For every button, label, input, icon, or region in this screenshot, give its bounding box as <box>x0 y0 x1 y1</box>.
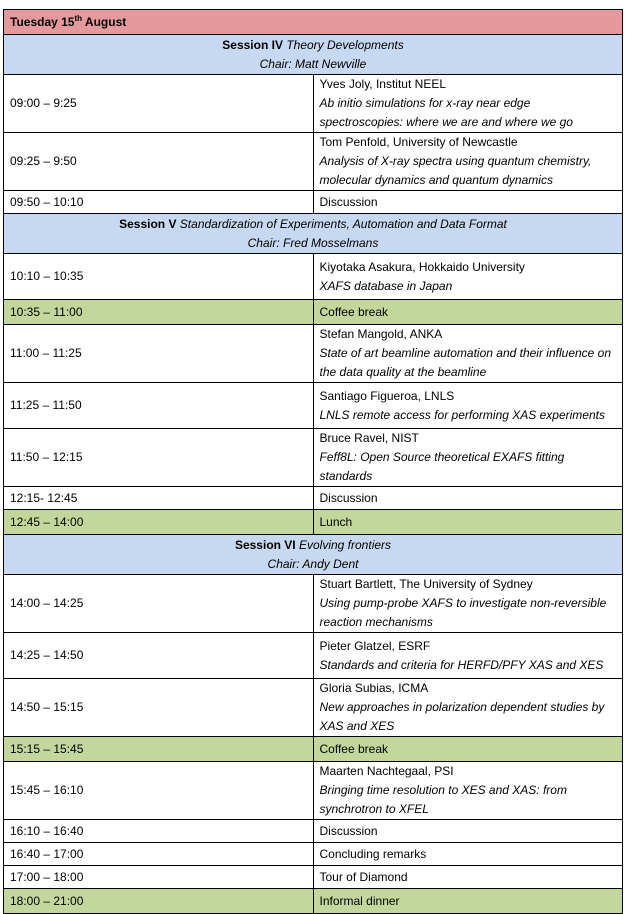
talk-cell <box>313 325 623 383</box>
talk-title: Using pump-probe XAFS to investigate non-reversible reaction mechanisms <box>319 596 607 629</box>
time-slot: 14:50 – 15:15 <box>4 679 314 737</box>
session-header-row <box>4 535 623 575</box>
talk-cell <box>313 254 623 300</box>
session-topic: Standardization of Experiments, Automation and Data Format <box>176 216 507 231</box>
talk-cell <box>313 75 623 133</box>
agenda-item: Informal dinner <box>313 889 623 914</box>
day-header-row <box>4 10 623 35</box>
talk-title: State of art beamline automation and their influence on the data quality at the beamline <box>319 346 612 379</box>
agenda-item: Lunch <box>313 510 623 535</box>
agenda-row <box>4 843 623 866</box>
agenda-row <box>4 820 623 843</box>
agenda-row <box>4 866 623 889</box>
speaker: Maarten Nachtegaal, PSI <box>319 764 454 778</box>
talk-row <box>4 325 623 383</box>
time-slot: 11:25 – 11:50 <box>4 383 314 429</box>
speaker: Stuart Bartlett, The University of Sydney <box>319 577 533 591</box>
time-slot: 09:50 – 10:10 <box>4 191 314 214</box>
time-slot: 09:25 – 9:50 <box>4 133 314 191</box>
talk-title: Standards and criteria for HERFD/PFY XAS and XES <box>319 657 604 672</box>
time-slot: 14:25 – 14:50 <box>4 633 314 679</box>
time-slot: 09:00 – 9:25 <box>4 75 314 133</box>
time-slot: 14:00 – 14:25 <box>4 575 314 633</box>
talk-title: XAFS database in Japan <box>319 278 453 293</box>
break-row <box>4 510 623 535</box>
agenda-item: Tour of Diamond <box>313 866 623 889</box>
agenda-item: Discussion <box>313 191 623 214</box>
session-name: Session V <box>119 216 177 231</box>
talk-title: Bringing time resolution to XES and XAS: from synchrotron to XFEL <box>319 783 567 816</box>
day-prefix: Tuesday 15 <box>10 14 75 29</box>
time-slot: 15:15 – 15:45 <box>4 737 314 762</box>
talk-row <box>4 429 623 487</box>
break-row <box>4 889 623 914</box>
talk-row <box>4 575 623 633</box>
time-slot: 12:45 – 14:00 <box>4 510 314 535</box>
session-name: Session IV <box>222 37 283 52</box>
session-chair: Chair: Andy Dent <box>267 556 359 571</box>
session-chair: Chair: Matt Newville <box>259 56 367 71</box>
time-slot: 11:00 – 11:25 <box>4 325 314 383</box>
agenda-item: Coffee break <box>313 737 623 762</box>
session-header <box>4 535 623 575</box>
talk-row <box>4 75 623 133</box>
talk-row <box>4 679 623 737</box>
day-suffix-sup: th <box>74 13 83 23</box>
talk-row <box>4 254 623 300</box>
talk-row <box>4 383 623 429</box>
agenda-item: Coffee break <box>313 300 623 325</box>
talk-row <box>4 633 623 679</box>
talk-cell <box>313 633 623 679</box>
speaker: Santiago Figueroa, LNLS <box>319 388 455 403</box>
time-slot: 16:10 – 16:40 <box>4 820 314 843</box>
session-chair: Chair: Fred Mosselmans <box>247 235 379 250</box>
session-topic: Evolving frontiers <box>295 537 392 552</box>
break-row <box>4 737 623 762</box>
speaker: Pieter Glatzel, ESRF <box>319 638 431 653</box>
break-row <box>4 300 623 325</box>
session-title <box>10 36 616 55</box>
time-slot: 18:00 – 21:00 <box>4 889 314 914</box>
talk-title: Feff8L: Open Source theoretical EXAFS fitting standards <box>319 450 565 483</box>
agenda-row <box>4 191 623 214</box>
day-header <box>4 10 623 35</box>
talk-cell <box>313 133 623 191</box>
talk-cell <box>313 429 623 487</box>
agenda-item: Discussion <box>313 820 623 843</box>
talk-title: New approaches in polarization dependent studies by XAS and XES <box>319 700 605 733</box>
session-header <box>4 35 623 75</box>
time-slot: 12:15- 12:45 <box>4 487 314 510</box>
schedule-table <box>3 9 623 914</box>
time-slot: 10:10 – 10:35 <box>4 254 314 300</box>
day-month: August <box>82 14 127 29</box>
talk-row <box>4 133 623 191</box>
speaker: Yves Joly, Institut NEEL <box>319 77 446 91</box>
speaker: Stefan Mangold, ANKA <box>319 327 443 341</box>
speaker: Gloria Subias, ICMA <box>319 681 429 695</box>
talk-title: Analysis of X-ray spectra using quantum chemistry, molecular dynamics and quantum dynamics <box>319 154 592 187</box>
talk-cell <box>313 383 623 429</box>
agenda-item: Concluding remarks <box>313 843 623 866</box>
session-title <box>10 215 616 234</box>
session-topic: Theory Developments <box>282 37 404 52</box>
time-slot: 11:50 – 12:15 <box>4 429 314 487</box>
time-slot: 16:40 – 17:00 <box>4 843 314 866</box>
session-name: Session VI <box>234 537 296 552</box>
time-slot: 15:45 – 16:10 <box>4 762 314 820</box>
speaker: Kiyotaka Asakura, Hokkaido University <box>319 259 525 274</box>
session-header <box>4 214 623 254</box>
talk-title: Ab initio simulations for x-ray near edge spectroscopies: where we are and where we go <box>319 96 573 129</box>
speaker: Tom Penfold, University of Newcastle <box>319 135 518 149</box>
session-header-row <box>4 35 623 75</box>
talk-title: LNLS remote access for performing XAS experiments <box>319 407 605 422</box>
time-slot: 17:00 – 18:00 <box>4 866 314 889</box>
session-title <box>10 536 616 555</box>
talk-cell <box>313 679 623 737</box>
talk-cell <box>313 575 623 633</box>
agenda-row <box>4 487 623 510</box>
agenda-item: Discussion <box>313 487 623 510</box>
time-slot: 10:35 – 11:00 <box>4 300 314 325</box>
talk-cell <box>313 762 623 820</box>
session-header-row <box>4 214 623 254</box>
talk-row <box>4 762 623 820</box>
speaker: Bruce Ravel, NIST <box>319 431 419 445</box>
